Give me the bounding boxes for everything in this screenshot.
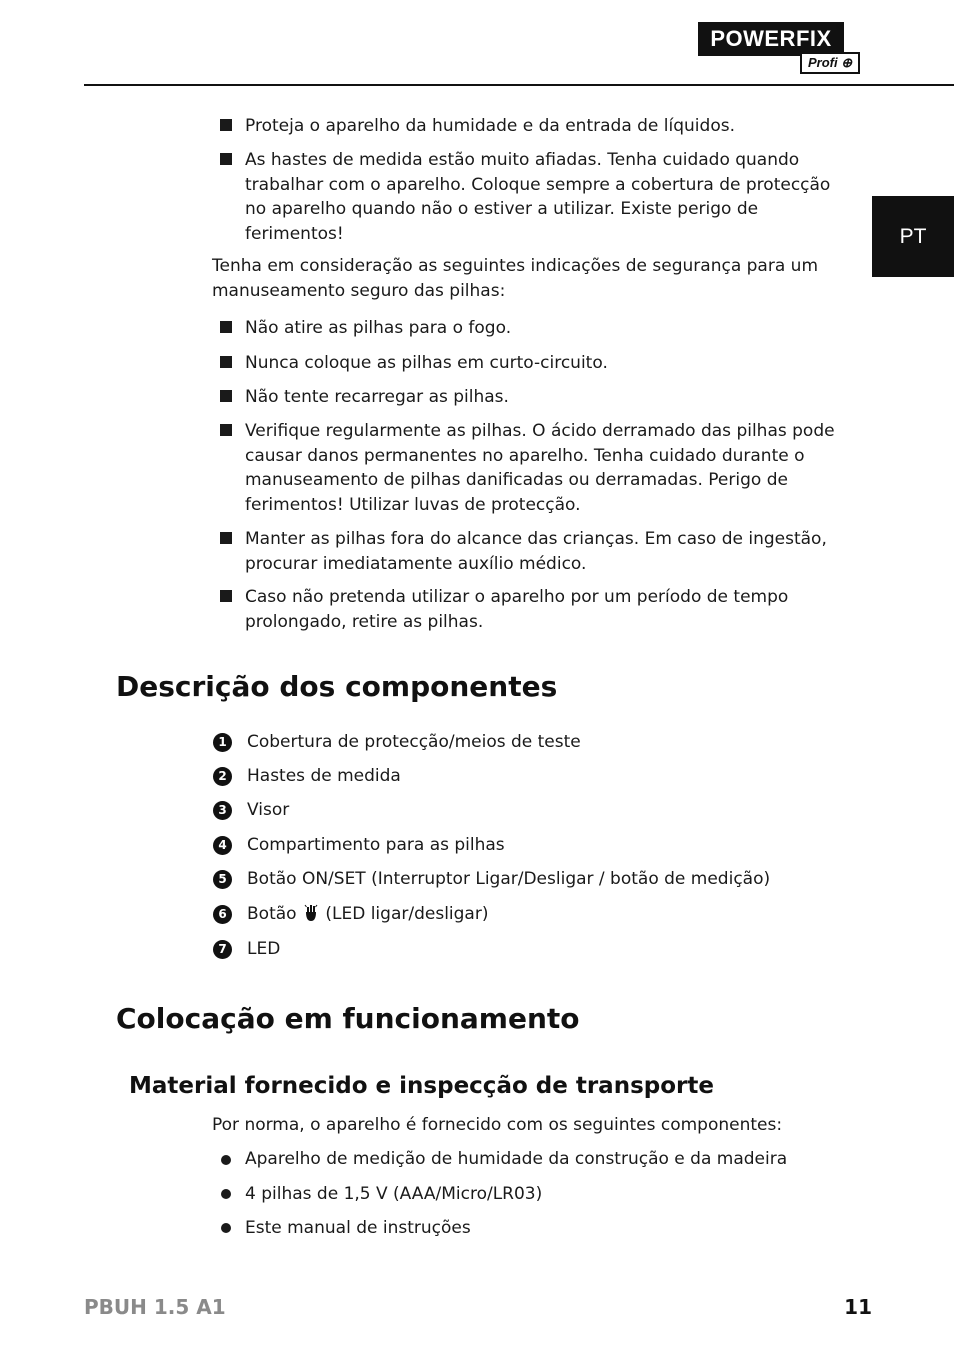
- battery-item: Não tente recarregar as pilhas.: [245, 387, 509, 407]
- bullet-square-icon: [220, 119, 232, 131]
- battery-item: Nunca coloque as pilhas em curto-circuito.: [245, 353, 608, 373]
- bullet-dot-icon: [221, 1155, 231, 1165]
- bullet-square-icon: [220, 356, 232, 368]
- component-number-6: 6: [213, 905, 232, 924]
- header-rule: [84, 84, 954, 86]
- registered-mark: ®: [836, 23, 842, 32]
- powerfix-logo: [698, 22, 872, 72]
- component-label: Botão ON/SET (Interruptor Ligar/Desligar / botão de medição): [247, 869, 771, 889]
- delivery-subheading: Material fornecido e inspecção de transporte: [129, 1073, 714, 1099]
- bullet-square-icon: [220, 532, 232, 544]
- logo-brand: POWERFIX: [698, 22, 844, 56]
- safety-item: Proteja o aparelho da humidade e da entrada de líquidos.: [245, 116, 735, 136]
- component-label: Visor: [247, 800, 290, 820]
- delivery-item: 4 pilhas de 1,5 V (AAA/Micro/LR03): [245, 1184, 543, 1204]
- component-label: Compartimento para as pilhas: [247, 835, 505, 855]
- component-label: Hastes de medida: [247, 766, 401, 786]
- battery-item: Manter as pilhas fora do alcance das crianças. Em caso de ingestão, procurar imediatamente auxílio médico.: [245, 529, 827, 574]
- delivery-item: Este manual de instruções: [245, 1218, 471, 1238]
- component-label-after: (LED ligar/desligar): [325, 904, 489, 924]
- operation-heading: Colocação em funcionamento: [116, 1002, 580, 1035]
- component-number-7: 7: [213, 940, 232, 959]
- bullet-square-icon: [220, 424, 232, 436]
- delivery-item: Aparelho de medição de humidade da construção e da madeira: [245, 1149, 788, 1169]
- bullet-dot-icon: [221, 1189, 231, 1199]
- led-hand-icon: [304, 904, 318, 922]
- bullet-square-icon: [220, 590, 232, 602]
- battery-item: Caso não pretenda utilizar o aparelho por um período de tempo prolongado, retire as pilhas.: [245, 587, 789, 632]
- bullet-square-icon: [220, 321, 232, 333]
- component-number-5: 5: [213, 870, 232, 889]
- component-number-1: 1: [213, 733, 232, 752]
- page-number: 11: [844, 1295, 872, 1319]
- bullet-square-icon: [220, 390, 232, 402]
- battery-intro: Tenha em consideração as seguintes indicações de segurança para um manuseamento seguro das pilhas:: [212, 256, 818, 301]
- logo-profi: Profi ⊕: [800, 52, 860, 74]
- language-tab: PT: [872, 196, 954, 277]
- safety-item: As hastes de medida estão muito afiadas. Tenha cuidado quando trabalhar com o aparelho. Coloque sempre a cobertura de protecção no aparelho quando não o estiver a utilizar. Existe perigo de ferimentos!: [245, 150, 831, 244]
- delivery-intro: Por norma, o aparelho é fornecido com os seguintes componentes:: [212, 1115, 783, 1135]
- component-number-2: 2: [213, 767, 232, 786]
- battery-item: Não atire as pilhas para o fogo.: [245, 318, 512, 338]
- component-number-4: 4: [213, 836, 232, 855]
- bullet-square-icon: [220, 153, 232, 165]
- component-label: LED: [247, 939, 281, 959]
- component-label: [247, 902, 488, 927]
- component-number-3: 3: [213, 801, 232, 820]
- logo-profi-text: Profi: [808, 55, 838, 70]
- components-heading: Descrição dos componentes: [116, 670, 558, 703]
- battery-item: Verifique regularmente as pilhas. O ácido derramado das pilhas pode causar danos permanentes no aparelho. Tenha cuidado durante o manuseamento de pilhas danificadas ou derramadas. Perigo de ferimentos! Utilizar luvas de protecção.: [245, 421, 835, 515]
- footer-model: PBUH 1.5 A1: [84, 1295, 226, 1319]
- bullet-dot-icon: [221, 1223, 231, 1233]
- component-label: Cobertura de protecção/meios de teste: [247, 732, 581, 752]
- component-label-before: Botão: [247, 904, 297, 924]
